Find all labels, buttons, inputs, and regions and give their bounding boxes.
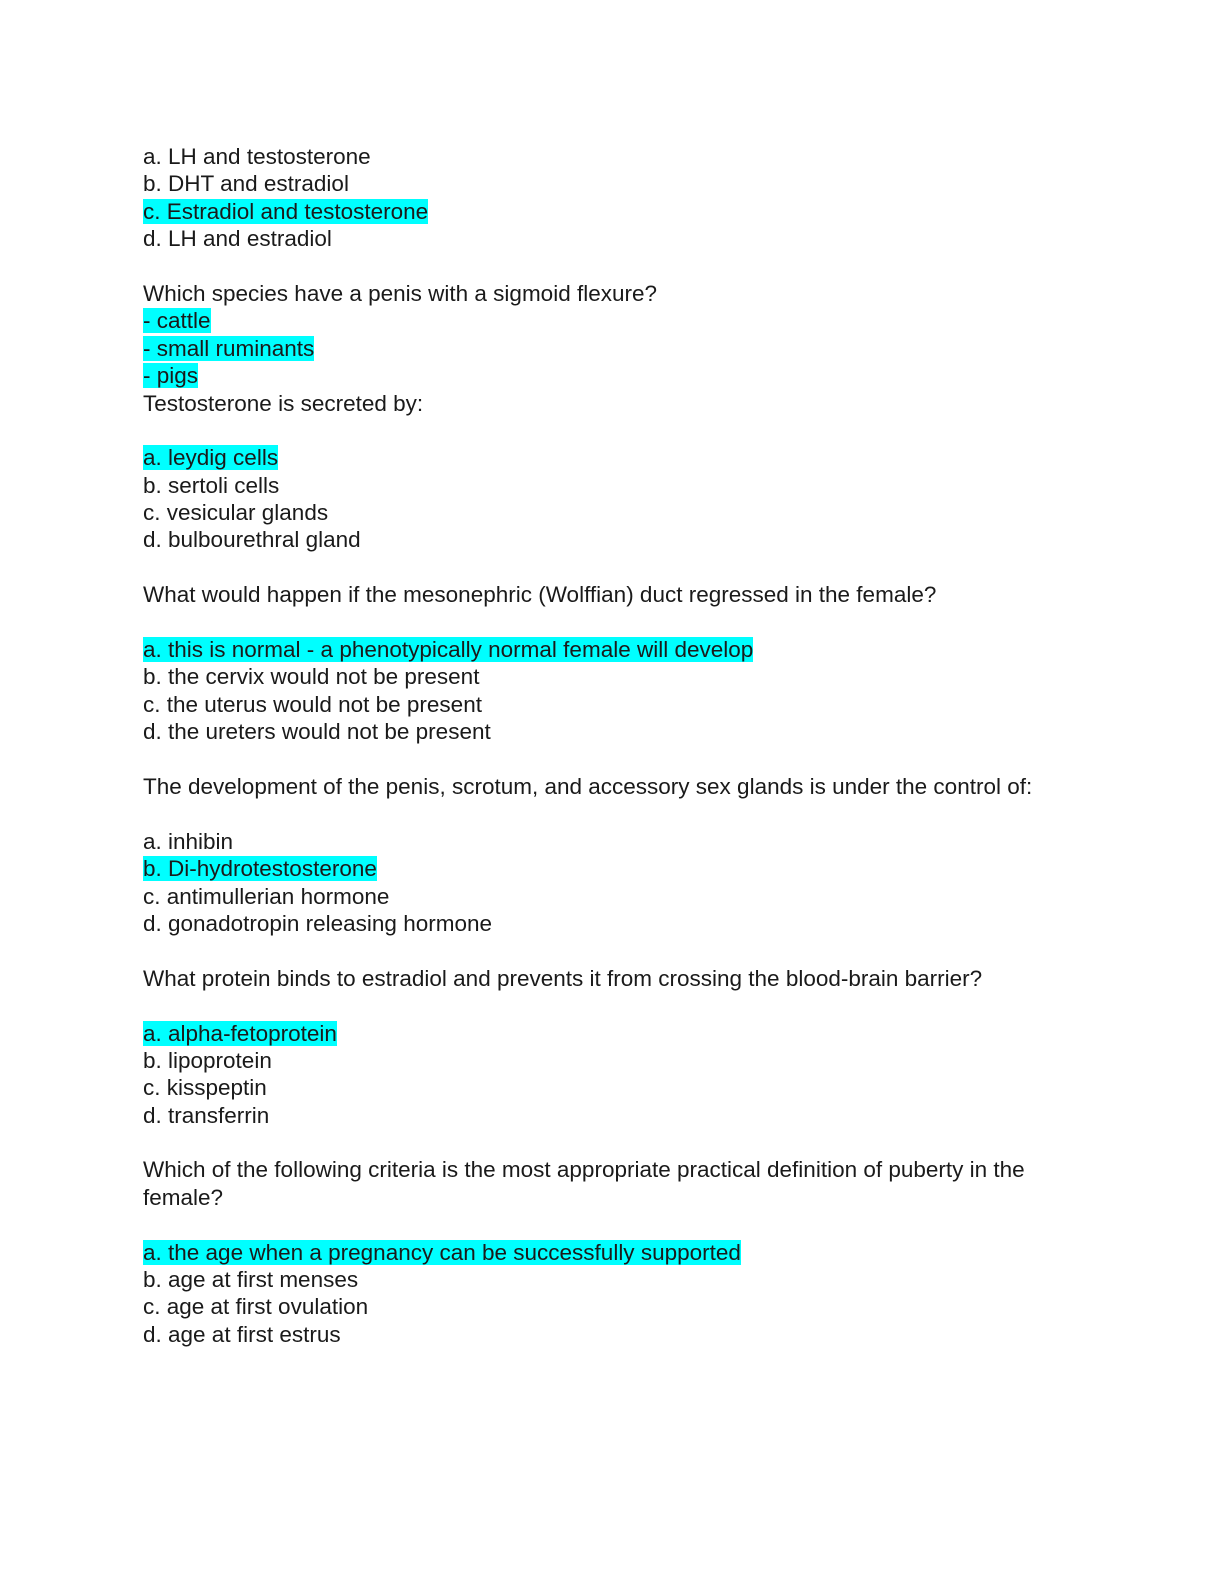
q2-answer-small-ruminants: - small ruminants — [143, 335, 315, 361]
q3-question: Testosterone is secreted by: — [143, 390, 424, 416]
q4-option-b: b. the cervix would not be present — [143, 664, 480, 690]
q5-option-b: b. Di-hydrotestosterone — [143, 856, 377, 882]
q4-option-d: d. the ureters would not be present — [143, 719, 491, 745]
q7-option-c: c. age at first ovulation — [143, 1294, 369, 1320]
q6-question: What protein binds to estradiol and prevents it from crossing the blood-brain barrier? — [143, 965, 983, 991]
q5-question: The development of the penis, scrotum, and accessory sex glands is under the control of: — [143, 773, 1033, 799]
q1-option-d: d. LH and estradiol — [143, 226, 332, 252]
q3-option-a: a. leydig cells — [143, 445, 279, 471]
q1-option-c: c. Estradiol and testosterone — [143, 198, 429, 224]
q4-question: What would happen if the mesonephric (Wolffian) duct regressed in the female? — [143, 582, 937, 608]
q5-option-a: a. inhibin — [143, 828, 234, 854]
q3-option-d: d. bulbourethral gland — [143, 527, 361, 553]
q6-option-a: a. alpha-fetoprotein — [143, 1020, 337, 1046]
q7-option-a: a. the age when a pregnancy can be successfully supported — [143, 1239, 741, 1265]
q2-question: Which species have a penis with a sigmoid flexure? — [143, 280, 658, 306]
q5-option-c: c. antimullerian hormone — [143, 883, 390, 909]
q4-option-c: c. the uterus would not be present — [143, 691, 482, 717]
q4-option-a: a. this is normal - a phenotypically normal female will develop — [143, 637, 754, 663]
q6-option-b: b. lipoprotein — [143, 1047, 272, 1073]
q2-answer-cattle: - cattle — [143, 308, 211, 334]
q6-option-d: d. transferrin — [143, 1102, 270, 1128]
q1-option-b: b. DHT and estradiol — [143, 171, 349, 197]
q3-option-c: c. vesicular glands — [143, 500, 329, 526]
q1-option-a: a. LH and testosterone — [143, 144, 371, 169]
document-page — [143, 143, 1063, 1348]
q2-answer-pigs: - pigs — [143, 363, 199, 389]
q6-option-c: c. kisspeptin — [143, 1075, 267, 1101]
q7-option-b: b. age at first menses — [143, 1267, 359, 1293]
q3-option-b: b. sertoli cells — [143, 472, 280, 498]
q7-question: Which of the following criteria is the most appropriate practical definition of puberty in the female? — [143, 1157, 1025, 1210]
q5-option-d: d. gonadotropin releasing hormone — [143, 910, 492, 936]
q7-option-d: d. age at first estrus — [143, 1321, 341, 1347]
